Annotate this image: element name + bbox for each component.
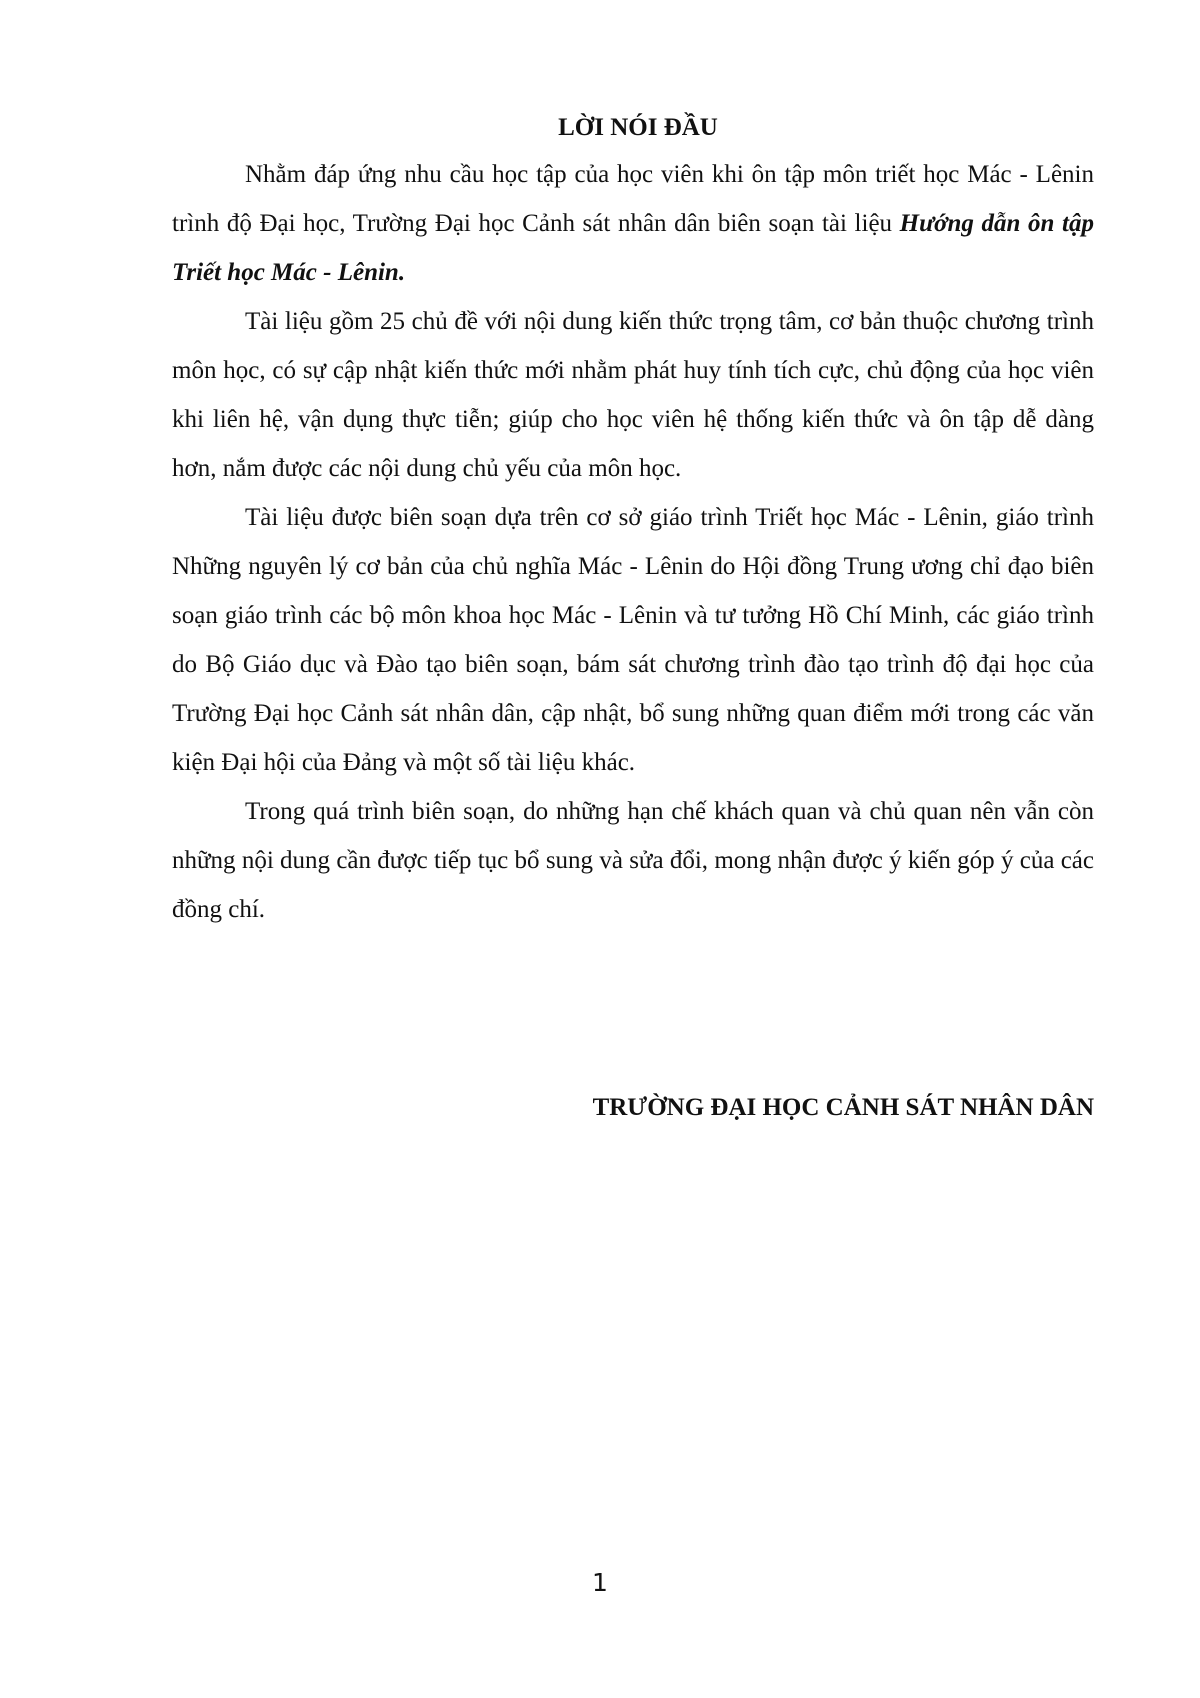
signature-institution: TRƯỜNG ĐẠI HỌC CẢNH SÁT NHÂN DÂN: [592, 1094, 1094, 1121]
paragraph-content-overview: Tài liệu gồm 25 chủ đề với nội dung kiến thức trọng tâm, cơ bản thuộc chương trình môn học, có sự cập nhật kiến thức mới nhằm phát huy tính tích cực, chủ động của học viên khi liên hệ, vận dụng thực tiễn; giúp cho học viên hệ thống kiến thức và ôn tập dễ dàng hơn, nắm được các nội dung chủ yếu của môn học.: [172, 308, 1094, 482]
page-title: LỜI NÓI ĐẦU: [558, 114, 718, 141]
document-body: [172, 108, 1094, 934]
paragraph-intro-text: Nhằm đáp ứng nhu cầu học tập của học viên khi ôn tập môn triết học Mác - Lênin trình độ Đại học, Trường Đại học Cảnh sát nhân dân biên soạn tài liệu: [172, 161, 1094, 237]
paragraph-sources: Tài liệu được biên soạn dựa trên cơ sở giáo trình Triết học Mác - Lênin, giáo trình Những nguyên lý cơ bản của chủ nghĩa Mác - Lênin do Hội đồng Trung ương chỉ đạo biên soạn giáo trình các bộ môn khoa học Mác - Lênin và tư tưởng Hồ Chí Minh, các giáo trình do Bộ Giáo dục và Đào tạo biên soạn, bám sát chương trình đào tạo trình độ đại học của Trường Đại học Cảnh sát nhân dân, cập nhật, bổ sung những quan điểm mới trong các văn kiện Đại hội của Đảng và một số tài liệu khác.: [172, 504, 1094, 776]
page-number: 1: [592, 1568, 608, 1597]
paragraph-intro: [172, 150, 1094, 297]
paragraph-feedback: Trong quá trình biên soạn, do những hạn chế khách quan và chủ quan nên vẫn còn những nội dung cần được tiếp tục bổ sung và sửa đổi, mong nhận được ý kiến góp ý của các đồng chí.: [172, 798, 1094, 923]
document-name-emphasis: Hướng dẫn ôn tập Triết học Mác - Lênin.: [172, 210, 1095, 286]
